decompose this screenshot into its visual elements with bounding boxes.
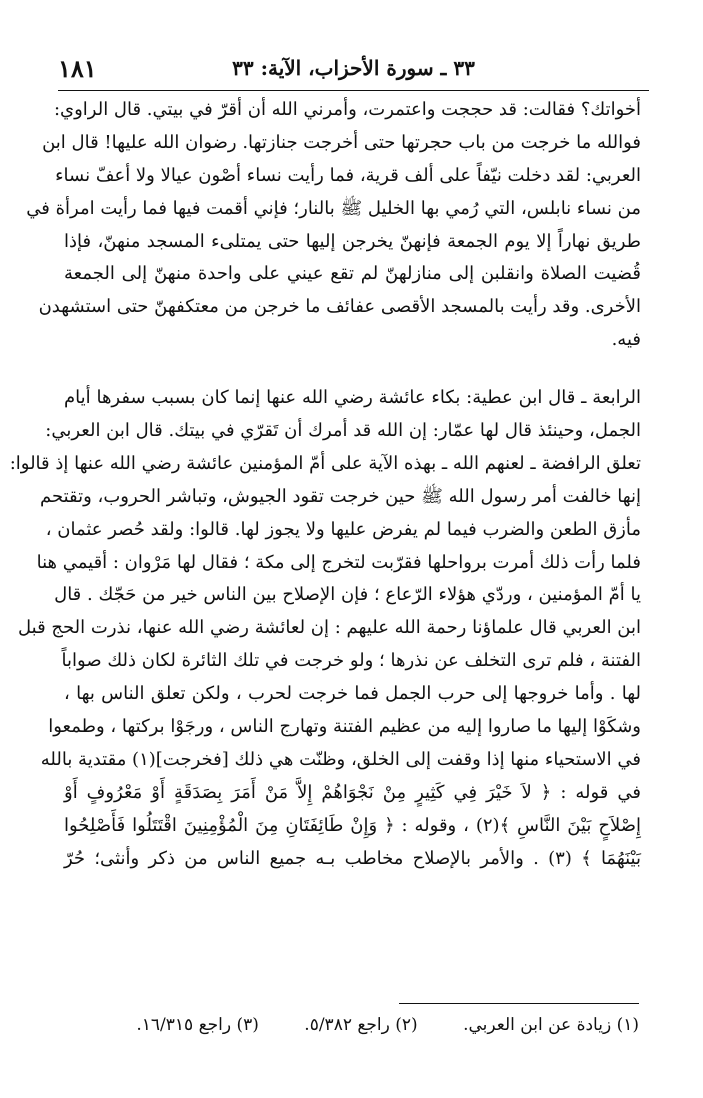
text-line: من نساء نابلس، التي رُمي بها الخليل ﷺ بالنار؛ فإني أقمت فيها فما رأيت امرأة في	[26, 197, 641, 219]
text-line: إنها خالفت أمر رسول الله ﷺ حين خرجت تقود الجيوش، وتباشر الحروب، وتقتحم	[39, 485, 641, 507]
body-text	[9, 94, 642, 875]
text-line: إِصْلاَحٍ بَيْنَ النَّاسِ ﴾(٢) ، وقوله : ﴿ وَإِنْ طَائِفَتَانِ مِنَ الْمُؤْمِنِينَ اقْتَتَلُوا فَأَصْلِحُوا	[64, 814, 641, 836]
text-line: الرابعة ـ قال ابن عطية: بكاء عائشة رضي الله عنها إنما كان بسبب سفرها أيام	[64, 387, 641, 409]
text-line: يا أمّ المؤمنين ، وردّي هؤلاء الرّعاع ؛ فإن الإصلاح بين الناس خير من حَجّك . قال	[54, 584, 641, 606]
text-line: فيه.	[611, 329, 641, 351]
text-line: الجمل، وحينئذ قال لها عمّار: إن الله قد أمرك أن تَقرّي في بيتك. قال ابن العربي:	[45, 420, 641, 442]
text-line: لها . وأما خروجها إلى حرب الجمل فما خرجت لحرب ، ولكن تعلق الناس بها ،	[64, 683, 641, 705]
text-line: فلما رأت ذلك أمرت برواحلها فقرّبت لتخرج إلى مكة ؛ فقال لها مَرْوان : أقيمي هنا	[36, 551, 641, 573]
footnote-3: (٣) راجع ١٦/٣١٥.	[136, 1015, 259, 1035]
text-line: قُضيت الصلاة وانقلبن إلى منازلهنّ لم تقع عيني على واحدة منهنّ إلى الجمعة	[64, 263, 641, 285]
paragraph-gap	[64, 357, 641, 382]
text-line: ابن العربي قال علماؤنا رحمة الله عليهم : إن لعائشة رضي الله عنها، نذرت الحج قبل	[18, 617, 641, 639]
page-number: ١٨١	[58, 54, 97, 83]
text-line: مأزق الطعن والضرب فيما لم يفرض عليها ولا يجوز لها. قالوا: ولقد حُصر عثمان ،	[45, 518, 641, 540]
footnotes	[64, 1010, 639, 1040]
text-line: بَيْنَهُمَا ﴾ (٣) . والأمر بالإصلاح مخاطب بـه جميع الناس من ذكر وأنثى؛ حُرّ	[64, 847, 642, 869]
text-line: تعلق الرافضة ـ لعنهم الله ـ بهذه الآية على أمّ المؤمنين عائشة رضي الله عنها إذ قالوا:	[9, 452, 641, 474]
text-line: العربي: لقد دخلت نيّفاً على ألف قرية، فما رأيت نساء أصْون عيالا ولا أعفّ نساء	[55, 164, 641, 186]
text-line: أخواتك؟ فقالت: قد حججت واعتمرت، وأمرني الله أن أقرّ في بيتي. قال الراوي:	[53, 99, 641, 120]
text-line: وشكَوْا إليها ما صاروا إليه من عظيم الفتنة وتهارج الناس ، ورجَوْا بركتها ، وطمعوا	[48, 716, 641, 738]
page-header	[58, 50, 649, 91]
text-line: الفتنة ، فلم ترى التخلف عن نذرها ؛ ولو خرجت في تلك الثائرة لكان ذلك صواباً	[61, 650, 641, 672]
text-line: في الاستحياء منها إذا وقفت إلى الخلق، وظنّت هي ذلك [فخرجت](١) مقتدية بالله	[40, 748, 641, 770]
footnote-separator	[399, 1003, 639, 1004]
text-line: طريق نهاراً إلا يوم الجمعة فإنهنّ يخرجن إليها حتى يمتلىء المسجد منهنّ، فإذا	[64, 230, 641, 252]
text-line: في قوله : ﴿ لاَ خَيْرَ فِي كَثِيرٍ مِنْ نَجْوَاهُمْ إِلاَّ مَنْ أَمَرَ بِصَدَقَةٍ أَوْ مَعْرُوفٍ أَوْ	[64, 781, 641, 803]
footnote-2: (٢) راجع ٥/٣٨٢.	[304, 1015, 418, 1035]
footnote-1: (١) زيادة عن ابن العربي.	[463, 1015, 639, 1035]
text-line: الأخرى. وقد رأيت بالمسجد الأقصى عفائف ما خرجن من معتكفهنّ حتى استشهدن	[38, 296, 641, 318]
text-line: فوالله ما خرجت من باب حجرتها حتى أخرجت جنازتها. رضوان الله عليها! قال ابن	[42, 131, 641, 153]
running-title: ٣٣ ـ سورة الأحزاب، الآية: ٣٣	[232, 56, 475, 80]
